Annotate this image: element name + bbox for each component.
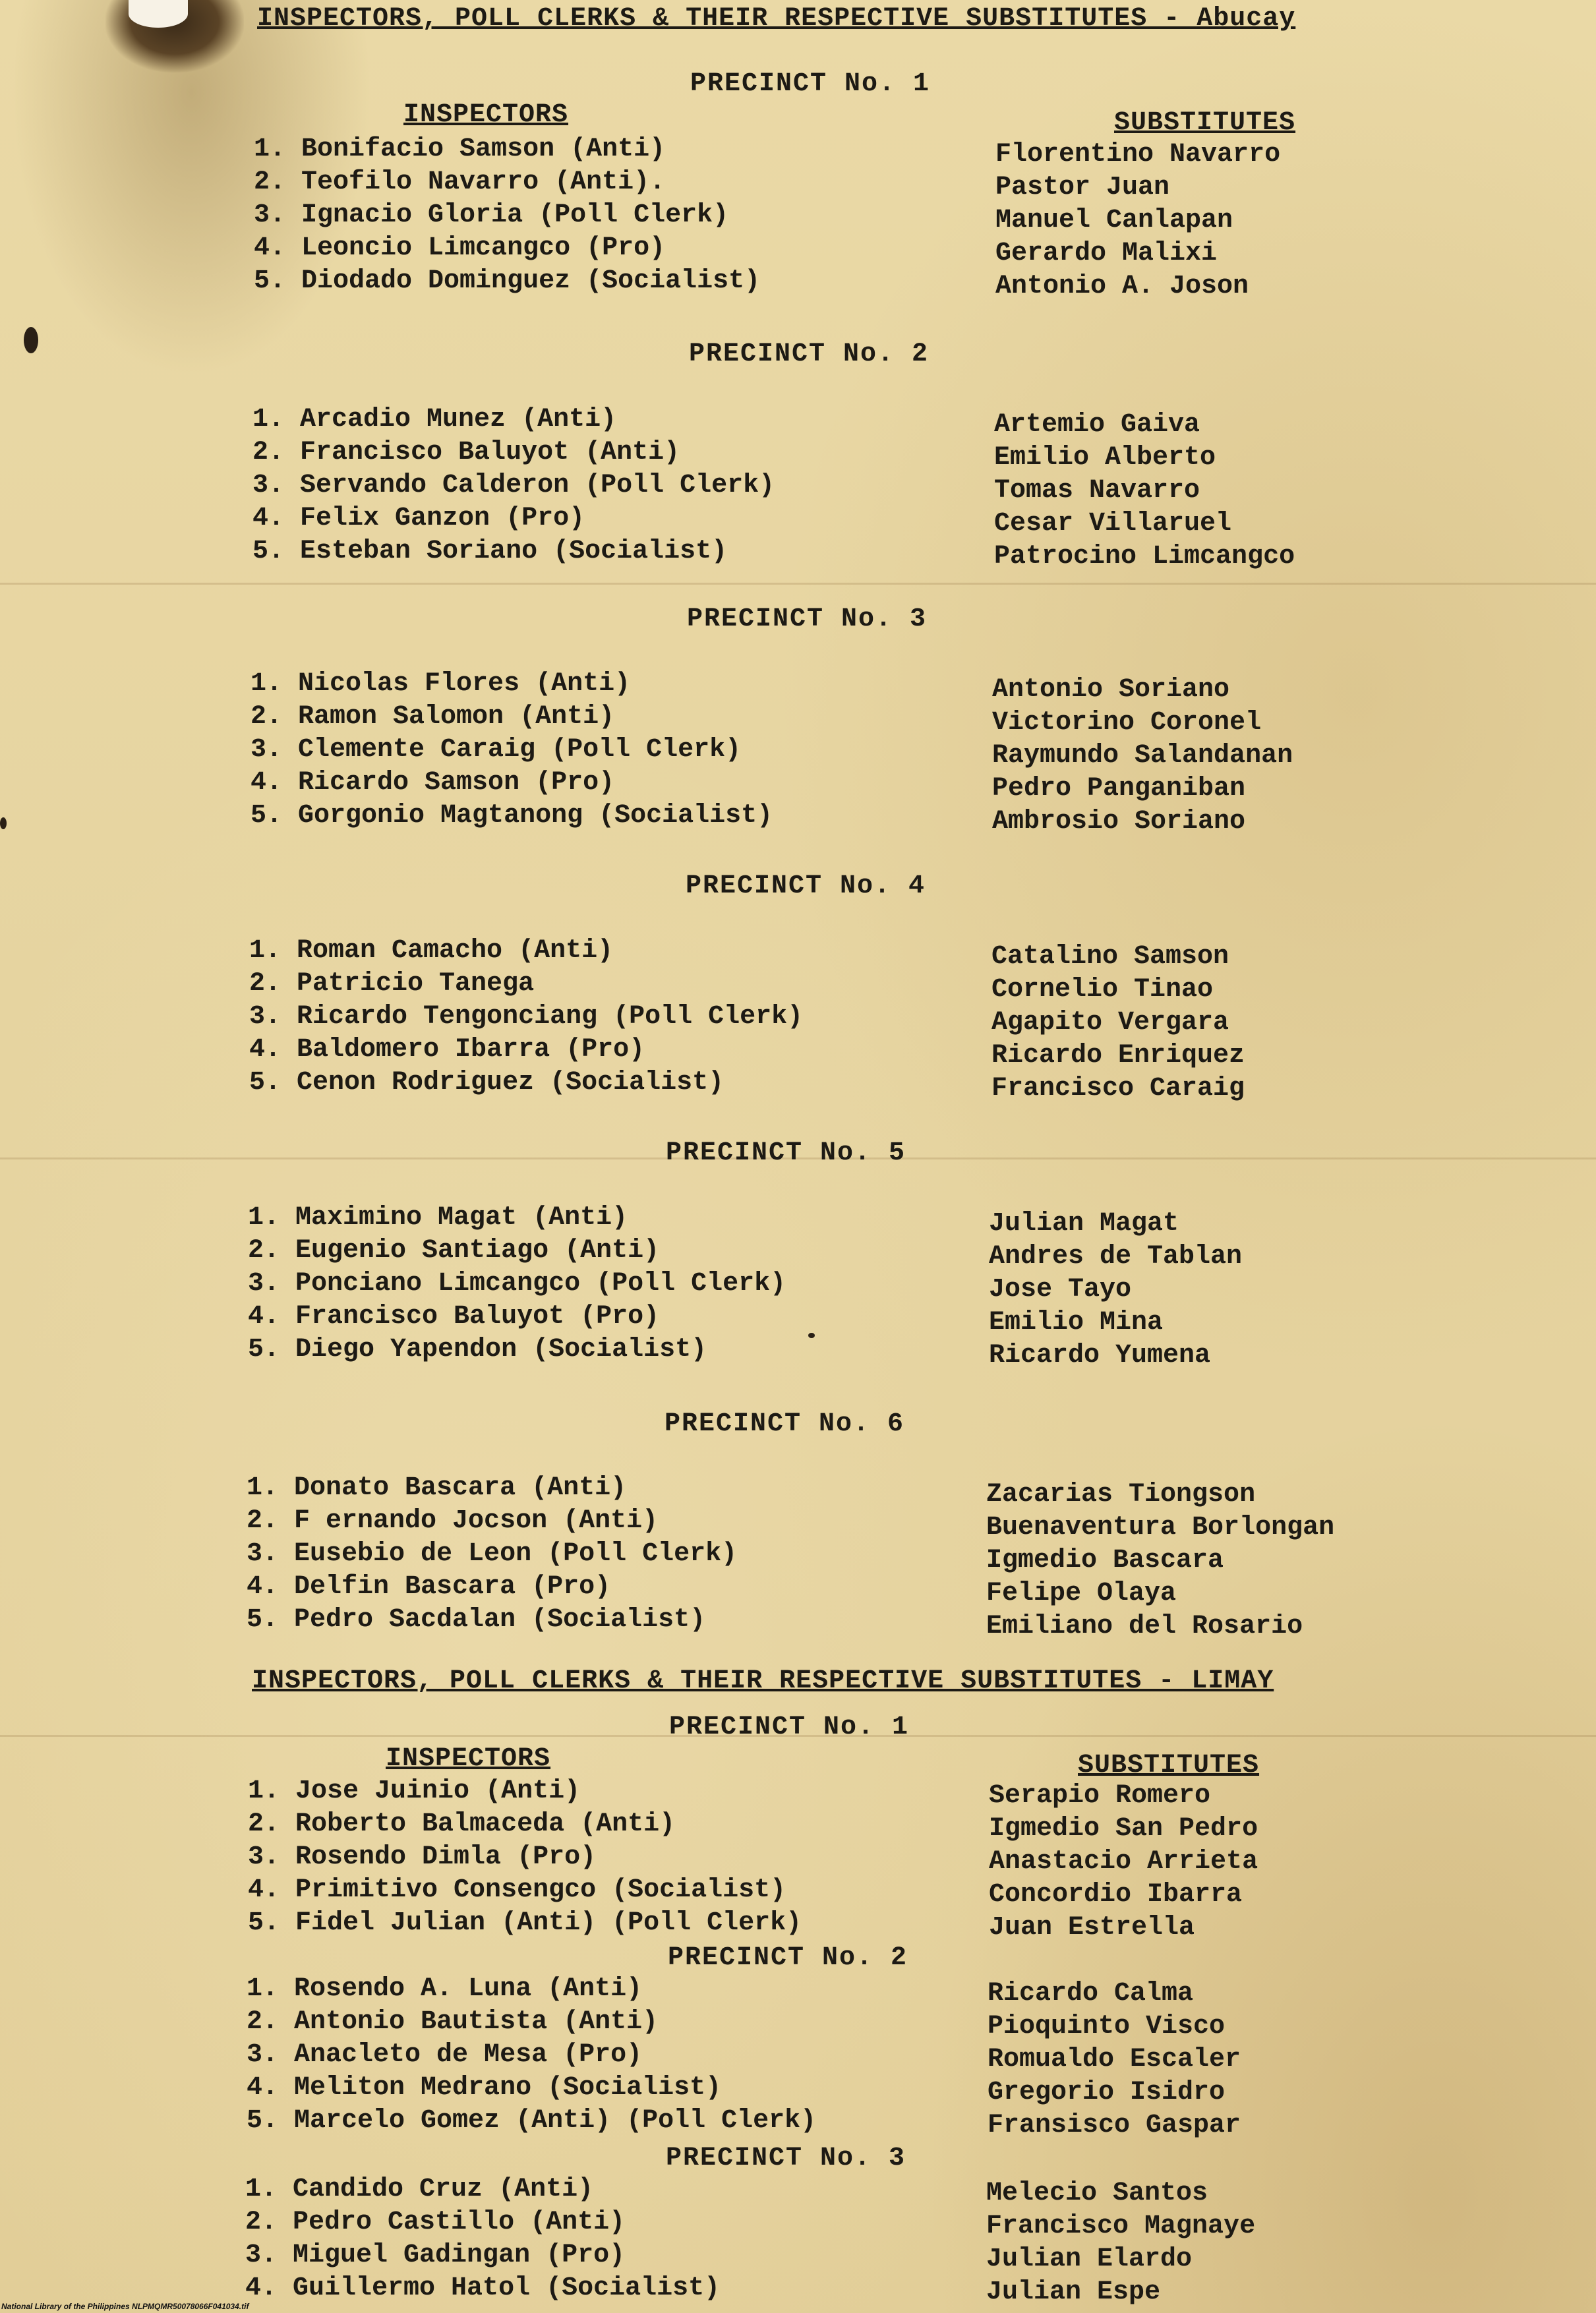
substitute-list (995, 138, 1280, 303)
inspector-list (248, 1202, 786, 1366)
ink-speck (24, 327, 38, 353)
substitute-item: Melecio Santos (986, 2179, 1208, 2208)
substitute-item: Juan Estrella (989, 1913, 1195, 1943)
substitute-list (988, 1977, 1241, 2142)
substitute-item: Pedro Panganiban (992, 774, 1246, 804)
inspector-item: 4. Baldomero Ibarra (Pro) (249, 1035, 645, 1065)
substitute-list (992, 674, 1293, 838)
inspector-item: 1. Roman Camacho (Anti) (249, 936, 614, 966)
inspector-item: 3. Eusebio de Leon (Poll Clerk) (247, 1539, 738, 1569)
substitute-item: Ricardo Enriquez (991, 1041, 1245, 1070)
substitute-item: Igmedio Bascara (986, 1546, 1224, 1575)
substitute-item: Igmedio San Pedro (989, 1814, 1258, 1844)
inspector-item: 1. Candido Cruz (Anti) (245, 2175, 594, 2204)
substitute-item: Gerardo Malixi (995, 239, 1218, 268)
substitute-item: Buenaventura Borlongan (986, 1513, 1335, 1542)
substitute-item: Felipe Olaya (986, 1579, 1177, 1608)
inspector-item: 4. Francisco Baluyot (Pro) (248, 1302, 660, 1332)
inspector-item: 5. Pedro Sacdalan (Socialist) (247, 1605, 706, 1635)
substitute-item: Pastor Juan (995, 173, 1170, 202)
inspector-item: 1. Donato Bascara (Anti) (247, 1473, 627, 1503)
precinct-heading: PRECINCT No. 1 (690, 69, 931, 99)
substitute-item: Gregorio Isidro (988, 2078, 1226, 2107)
substitute-item: Julian Elardo (986, 2244, 1193, 2274)
inspector-item: 1. Nicolas Flores (Anti) (251, 669, 631, 699)
inspector-item: 3. Ricardo Tengonciang (Poll Clerk) (249, 1002, 804, 1032)
substitute-item: Julian Espe (986, 2277, 1161, 2307)
inspector-item: 2. Eugenio Santiago (Anti) (248, 1236, 660, 1266)
substitute-item: Agapito Vergara (991, 1008, 1229, 1038)
substitute-item: Pioquinto Visco (988, 2012, 1226, 2041)
substitute-item: Andres de Tablan (989, 1242, 1243, 1272)
precinct-heading: PRECINCT No. 6 (665, 1409, 905, 1439)
inspector-item: 3. Rosendo Dimla (Pro) (248, 1842, 597, 1872)
substitute-item: Antonio Soriano (992, 675, 1230, 705)
inspector-item: 5. Diodado Dominguez (Socialist) (254, 266, 761, 296)
substitute-item: Florentino Navarro (995, 140, 1281, 169)
inspector-item: 3. Ponciano Limcangco (Poll Clerk) (248, 1269, 786, 1299)
inspector-list (249, 935, 803, 1099)
inspector-list (247, 1472, 737, 1637)
inspector-list (245, 2173, 720, 2305)
inspector-item: 1. Maximino Magat (Anti) (248, 1203, 628, 1233)
substitute-item: Raymundo Salandanan (992, 741, 1293, 771)
archive-footer: National Library of the Philippines NLPMQMR50078066F041034.tif (1, 2302, 249, 2311)
inspector-item: 3. Ignacio Gloria (Poll Clerk) (254, 200, 729, 230)
inspector-list (248, 1775, 802, 1940)
substitute-item: Tomas Navarro (994, 476, 1200, 506)
inspectors-heading: INSPECTORS (403, 100, 569, 130)
substitute-item: Anastacio Arrieta (989, 1847, 1258, 1877)
inspector-item: 4. Meliton Medrano (Socialist) (247, 2073, 722, 2103)
substitute-item: Emiliano del Rosario (986, 1612, 1303, 1641)
substitute-item: Victorino Coronel (992, 708, 1262, 738)
precinct-heading: PRECINCT No. 2 (689, 339, 930, 369)
substitute-item: Patrocino Limcangco (994, 542, 1295, 571)
substitute-item: Catalino Samson (991, 942, 1229, 972)
inspector-item: 3. Clemente Caraig (Poll Clerk) (251, 735, 742, 765)
precinct-heading: PRECINCT No. 2 (668, 1943, 908, 1973)
substitute-item: Ricardo Calma (988, 1979, 1194, 2008)
inspector-item: 4. Primitivo Consengco (Socialist) (248, 1875, 786, 1905)
inspector-item: 2. Roberto Balmaceda (Anti) (248, 1809, 676, 1839)
inspector-item: 2. Ramon Salomon (Anti) (251, 702, 615, 732)
substitute-item: Fransisco Gaspar (988, 2111, 1241, 2140)
substitute-item: Manuel Canlapan (995, 206, 1233, 235)
ink-speck (808, 1333, 815, 1338)
inspector-item: 1. Bonifacio Samson (Anti) (254, 134, 666, 164)
inspector-item: 1. Rosendo A. Luna (Anti) (247, 1974, 643, 2004)
substitute-item: Serapio Romero (989, 1781, 1211, 1811)
substitute-list (986, 2177, 1255, 2309)
inspector-item: 5. Gorgonio Magtanong (Socialist) (251, 801, 773, 831)
substitute-item: Cornelio Tinao (991, 975, 1214, 1005)
substitutes-heading: SUBSTITUTES (1114, 108, 1296, 138)
substitute-list (989, 1780, 1258, 1945)
substitute-item: Concordio Ibarra (989, 1880, 1243, 1910)
substitute-item: Romualdo Escaler (988, 2045, 1241, 2074)
inspector-item: 2. F ernando Jocson (Anti) (247, 1506, 659, 1536)
inspector-item: 2. Francisco Baluyot (Anti) (252, 438, 680, 467)
inspector-item: 5. Esteban Soriano (Socialist) (252, 537, 728, 566)
section-title-abucay: INSPECTORS, POLL CLERKS & THEIR RESPECTIVE SUBSTITUTES - Abucay (257, 4, 1296, 34)
inspector-item: 4. Delfin Bascara (Pro) (247, 1572, 611, 1602)
inspector-item: 4. Felix Ganzon (Pro) (252, 504, 585, 533)
precinct-heading: PRECINCT No. 4 (686, 871, 926, 901)
substitute-item: Francisco Caraig (991, 1074, 1245, 1103)
substitute-list (986, 1479, 1334, 1643)
precinct-heading: PRECINCT No. 1 (669, 1713, 910, 1742)
precinct-heading: PRECINCT No. 5 (666, 1138, 906, 1168)
substitute-item: Emilio Alberto (994, 443, 1216, 473)
inspector-item: 5. Cenon Rodriguez (Socialist) (249, 1068, 724, 1098)
substitute-list (994, 409, 1295, 573)
substitutes-heading: SUBSTITUTES (1078, 1751, 1260, 1780)
paper-hole (129, 0, 188, 28)
inspector-item: 5. Diego Yapendon (Socialist) (248, 1335, 707, 1364)
inspector-item: 3. Anacleto de Mesa (Pro) (247, 2040, 643, 2070)
substitute-item: Antonio A. Joson (995, 272, 1249, 301)
substitute-item: Julian Magat (989, 1209, 1179, 1239)
inspector-item: 4. Leoncio Limcangco (Pro) (254, 233, 666, 263)
inspector-item: 3. Miguel Gadingan (Pro) (245, 2240, 626, 2270)
inspectors-heading: INSPECTORS (386, 1744, 551, 1774)
section-title-limay: INSPECTORS, POLL CLERKS & THEIR RESPECTIVE SUBSTITUTES - LIMAY (252, 1666, 1274, 1696)
inspector-item: 1. Jose Juinio (Anti) (248, 1776, 581, 1806)
inspector-item: 2. Pedro Castillo (Anti) (245, 2208, 626, 2237)
ink-speck (0, 817, 7, 829)
substitute-item: Ambrosio Soriano (992, 807, 1246, 836)
substitute-item: Francisco Magnaye (986, 2211, 1256, 2241)
inspector-item: 5. Marcelo Gomez (Anti) (Poll Clerk) (247, 2106, 817, 2136)
inspector-item: 5. Fidel Julian (Anti) (Poll Clerk) (248, 1908, 802, 1938)
inspector-item: 1. Arcadio Munez (Anti) (252, 405, 617, 434)
inspector-item: 2. Antonio Bautista (Anti) (247, 2007, 659, 2037)
precinct-heading: PRECINCT No. 3 (666, 2144, 906, 2173)
substitute-item: Ricardo Yumena (989, 1341, 1211, 1370)
inspector-list (247, 1973, 816, 2138)
inspector-list (251, 668, 773, 833)
substitute-list (991, 941, 1245, 1105)
substitute-item: Zacarias Tiongson (986, 1480, 1256, 1509)
substitute-item: Emilio Mina (989, 1308, 1164, 1337)
substitute-item: Cesar Villaruel (994, 509, 1232, 539)
substitute-list (989, 1208, 1242, 1372)
substitute-item: Artemio Gaiva (994, 410, 1200, 440)
inspector-item: 2. Teofilo Navarro (Anti). (254, 167, 666, 197)
inspector-item: 2. Patricio Tanega (249, 969, 535, 999)
inspector-item: 4. Ricardo Samson (Pro) (251, 768, 615, 798)
inspector-item: 4. Guillermo Hatol (Socialist) (245, 2273, 721, 2303)
inspector-list (254, 133, 760, 298)
inspector-list (252, 403, 775, 568)
paper-fold (0, 583, 1596, 585)
inspector-item: 3. Servando Calderon (Poll Clerk) (252, 471, 775, 500)
precinct-heading: PRECINCT No. 3 (687, 604, 928, 634)
substitute-item: Jose Tayo (989, 1275, 1132, 1304)
